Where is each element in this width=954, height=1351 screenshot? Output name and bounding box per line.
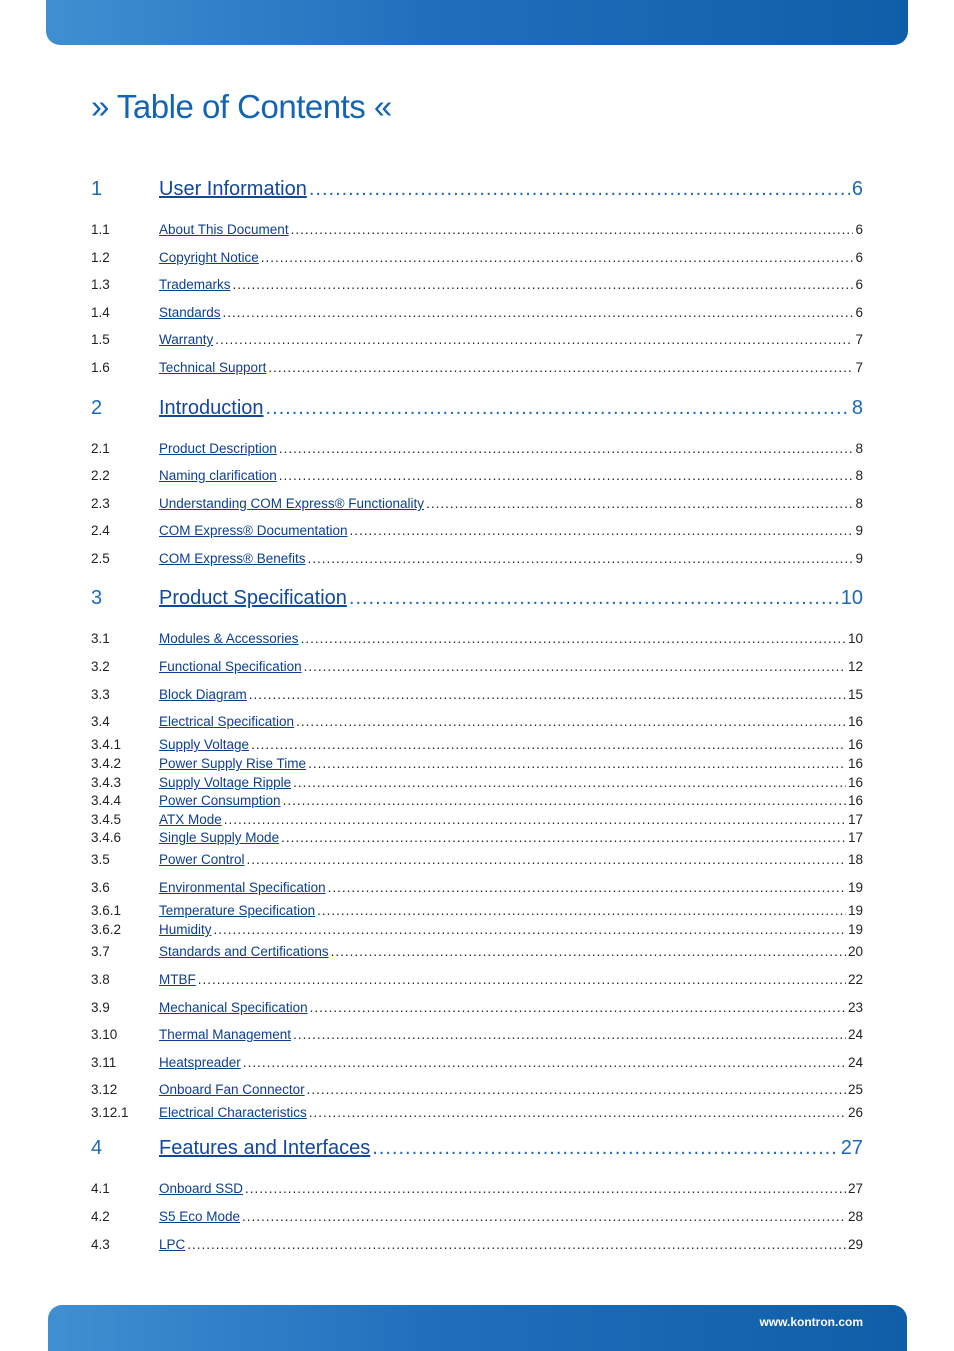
- toc-leader-dots: [372, 1137, 839, 1160]
- toc-leader-dots: [317, 903, 846, 918]
- toc-entry-number: 3.4.2: [91, 756, 122, 771]
- toc-entry-link[interactable]: Functional Specification: [159, 659, 302, 674]
- toc-entry[interactable]: [91, 250, 863, 265]
- toc-leader-dots: [349, 587, 839, 610]
- toc-entry-number: 3.12: [91, 1082, 118, 1097]
- toc-entry-page[interactable]: 16: [847, 756, 863, 771]
- toc-entry-link[interactable]: Electrical Characteristics: [159, 1105, 307, 1120]
- toc-entry-page[interactable]: 24: [847, 1027, 863, 1042]
- toc-entry-number: 1.5: [91, 332, 110, 347]
- toc-entry[interactable]: [91, 441, 863, 456]
- toc-leader-dots: [223, 305, 854, 320]
- toc-entry[interactable]: [91, 1209, 863, 1224]
- toc-entry-page[interactable]: 16: [847, 793, 863, 808]
- toc-entry-page[interactable]: 10: [847, 631, 863, 646]
- header-bar: [46, 0, 908, 45]
- toc-entry-page[interactable]: 17: [847, 830, 863, 845]
- toc-leader-dots: [198, 972, 846, 987]
- toc-entry[interactable]: [91, 222, 863, 237]
- toc-entry-link[interactable]: Mechanical Specification: [159, 1000, 308, 1015]
- page-title: » Table of Contents «: [91, 88, 392, 125]
- toc-leader-dots: [301, 631, 846, 646]
- toc-entry-link[interactable]: Introduction: [159, 397, 264, 419]
- toc-leader-dots: [296, 714, 846, 729]
- toc-entry[interactable]: [91, 714, 863, 729]
- toc-entry-link[interactable]: Environmental Specification: [159, 880, 326, 895]
- toc-entry-link[interactable]: Naming clarification: [159, 468, 277, 483]
- toc-entry-page[interactable]: 29: [847, 1237, 863, 1252]
- toc-entry[interactable]: [91, 397, 863, 420]
- toc-entry[interactable]: [91, 1105, 863, 1120]
- toc-leader-dots: [233, 277, 854, 292]
- toc-entry-number: 3.4.3: [91, 775, 122, 790]
- toc-entry-link[interactable]: Block Diagram: [159, 687, 247, 702]
- toc-entry[interactable]: [91, 1082, 863, 1097]
- toc-entry-number: 2.4: [91, 523, 110, 538]
- toc-entry-page[interactable]: 8: [855, 441, 863, 456]
- toc-entry[interactable]: [91, 903, 863, 918]
- toc-entry-link[interactable]: ATX Mode: [159, 812, 222, 827]
- toc-entry-link[interactable]: Features and Interfaces: [159, 1137, 371, 1159]
- toc-entry-link[interactable]: Humidity: [159, 922, 212, 937]
- toc-leader-dots: [350, 523, 854, 538]
- toc-entry-page[interactable]: 9: [855, 551, 863, 566]
- toc-leader-dots: [331, 944, 846, 959]
- toc-leader-dots: [308, 756, 846, 771]
- toc-entry[interactable]: [91, 830, 863, 845]
- toc-entry-link[interactable]: Understanding COM Express® Functionality: [159, 496, 425, 511]
- toc-entry-number: 2.2: [91, 468, 110, 483]
- toc-entry[interactable]: [91, 737, 863, 752]
- toc-leader-dots: [426, 496, 853, 511]
- toc-entry-page[interactable]: 7: [855, 332, 863, 347]
- toc-entry-link[interactable]: Onboard Fan Connector: [159, 1082, 305, 1097]
- toc-entry[interactable]: [91, 852, 863, 867]
- toc-entry-number: 3.3: [91, 687, 110, 702]
- toc-entry-number: 3.5: [91, 852, 110, 867]
- toc-entry[interactable]: [91, 812, 863, 827]
- toc-entry-link[interactable]: COM Express® Benefits: [159, 551, 306, 566]
- toc-entry[interactable]: [91, 1137, 863, 1160]
- toc-entry-link[interactable]: Power Control: [159, 852, 245, 867]
- toc-entry-page[interactable]: 6: [855, 305, 863, 320]
- toc-leader-dots: [187, 1237, 846, 1252]
- toc-entry-link[interactable]: Copyright Notice: [159, 250, 259, 265]
- toc-entry-link[interactable]: Standards: [159, 305, 221, 320]
- toc-entry-page[interactable]: 10: [840, 587, 863, 609]
- toc-entry-page[interactable]: 9: [855, 523, 863, 538]
- toc-leader-dots: [309, 1105, 846, 1120]
- toc-entry-link[interactable]: LPC: [159, 1237, 186, 1252]
- toc-leader-dots: [247, 852, 846, 867]
- footer-bar: [48, 1305, 907, 1351]
- toc-entry-link[interactable]: Product Description: [159, 441, 277, 456]
- toc-entry[interactable]: [91, 277, 863, 292]
- toc-entry[interactable]: [91, 332, 863, 347]
- toc-entry-link[interactable]: MTBF: [159, 972, 196, 987]
- toc-entry-page[interactable]: 6: [855, 222, 863, 237]
- toc-entry-link[interactable]: Supply Voltage Ripple: [159, 775, 292, 790]
- toc-entry[interactable]: [91, 468, 863, 483]
- toc-entry-number: 1: [91, 178, 103, 200]
- toc-entry-number: 2.5: [91, 551, 110, 566]
- toc-entry-page[interactable]: 17: [847, 812, 863, 827]
- toc-entry[interactable]: [91, 922, 863, 937]
- toc-entry-page[interactable]: 8: [855, 496, 863, 511]
- toc-entry-number: 1.2: [91, 250, 110, 265]
- toc-entry[interactable]: [91, 496, 863, 511]
- toc-leader-dots: [291, 222, 854, 237]
- toc-entry-number: 3.11: [91, 1055, 117, 1070]
- toc-entry-number: 2.3: [91, 496, 110, 511]
- toc-entry[interactable]: [91, 523, 863, 538]
- toc-entry[interactable]: [91, 1237, 863, 1252]
- toc-entry-number: 1.1: [91, 222, 110, 237]
- toc-entry-page[interactable]: 27: [840, 1137, 863, 1159]
- toc-entry-link[interactable]: User Information: [159, 178, 307, 200]
- toc-leader-dots: [309, 178, 850, 201]
- toc-entry[interactable]: [91, 775, 863, 790]
- toc-entry[interactable]: [91, 1000, 863, 1015]
- toc-entry-link[interactable]: Power Consumption: [159, 793, 281, 808]
- footer-url[interactable]: www.kontron.com: [759, 1315, 863, 1329]
- toc-leader-dots: [266, 397, 850, 420]
- toc-entry[interactable]: [91, 631, 863, 646]
- toc-leader-dots: [268, 360, 853, 375]
- toc-entry-page[interactable]: 19: [847, 880, 863, 895]
- toc-leader-dots: [310, 1000, 846, 1015]
- toc-entry-number: 2: [91, 397, 103, 419]
- toc-entry[interactable]: [91, 756, 863, 771]
- toc-entry-link[interactable]: Supply Voltage: [159, 737, 250, 752]
- toc-entry[interactable]: [91, 587, 863, 610]
- toc-entry-number: 2.1: [91, 441, 110, 456]
- toc-entry-number: 4.2: [91, 1209, 110, 1224]
- toc-entry[interactable]: [91, 1055, 863, 1070]
- toc-entry-page[interactable]: 19: [847, 922, 863, 937]
- toc-entry-number: 3.4.1: [91, 737, 122, 752]
- toc-entry-number: 1.6: [91, 360, 110, 375]
- toc-entry-number: 3.4.5: [91, 812, 122, 827]
- toc-entry-page[interactable]: 6: [855, 250, 863, 265]
- toc-entry-page[interactable]: 12: [847, 659, 863, 674]
- toc-entry-link[interactable]: Power Supply Rise Time: [159, 756, 307, 771]
- toc-entry-page[interactable]: 27: [847, 1181, 863, 1196]
- toc-entry-link[interactable]: Temperature Specification: [159, 903, 316, 918]
- toc-entry[interactable]: [91, 659, 863, 674]
- toc-entry-link[interactable]: Warranty: [159, 332, 214, 347]
- toc-entry-page[interactable]: 26: [847, 1105, 863, 1120]
- toc-entry-number: 4.1: [91, 1181, 110, 1196]
- toc-leader-dots: [245, 1181, 846, 1196]
- toc-entry-number: 1.3: [91, 277, 110, 292]
- toc-entry[interactable]: [91, 944, 863, 959]
- toc-entry-page[interactable]: 8: [855, 468, 863, 483]
- toc-entry-number: 3.1: [91, 631, 110, 646]
- toc-entry-link[interactable]: Standards and Certifications: [159, 944, 329, 959]
- toc-leader-dots: [307, 1082, 846, 1097]
- toc-entry-number: 3.2: [91, 659, 110, 674]
- toc-entry[interactable]: [91, 1181, 863, 1196]
- toc-entry-page[interactable]: 24: [847, 1055, 863, 1070]
- toc-entry-number: 3.12.1: [91, 1105, 129, 1120]
- toc-entry-page[interactable]: 8: [851, 397, 863, 419]
- toc-entry-link[interactable]: Heatspreader: [159, 1055, 241, 1070]
- toc-entry-number: 3.10: [91, 1027, 118, 1042]
- toc-entry-page[interactable]: 23: [847, 1000, 863, 1015]
- toc-entry-number: 3: [91, 587, 103, 609]
- toc-leader-dots: [328, 880, 846, 895]
- toc-entry-page[interactable]: 28: [847, 1209, 863, 1224]
- toc-entry-page[interactable]: 6: [851, 178, 863, 200]
- toc-entry[interactable]: [91, 972, 863, 987]
- toc-leader-dots: [308, 551, 854, 566]
- toc-entry-link[interactable]: About This Document: [159, 222, 289, 237]
- toc-entry-page[interactable]: 16: [847, 737, 863, 752]
- toc-leader-dots: [242, 1209, 846, 1224]
- toc-leader-dots: [293, 1027, 846, 1042]
- toc-entry-number: 3.8: [91, 972, 110, 987]
- toc-leader-dots: [279, 441, 854, 456]
- toc-entry[interactable]: [91, 880, 863, 895]
- toc-entry[interactable]: [91, 1027, 863, 1042]
- toc-leader-dots: [224, 812, 846, 827]
- toc-entry-number: 3.4.6: [91, 830, 122, 845]
- toc-entry-page[interactable]: 6: [855, 277, 863, 292]
- toc-leader-dots: [261, 250, 854, 265]
- toc-entry-number: 4.3: [91, 1237, 110, 1252]
- toc-leader-dots: [251, 737, 846, 752]
- toc-entry[interactable]: [91, 360, 863, 375]
- toc-entry-link[interactable]: Onboard SSD: [159, 1181, 244, 1196]
- toc-leader-dots: [304, 659, 846, 674]
- toc-entry-link[interactable]: Electrical Specification: [159, 714, 295, 729]
- toc-entry-page[interactable]: 7: [855, 360, 863, 375]
- toc-entry[interactable]: [91, 687, 863, 702]
- toc-entry-page[interactable]: 20: [847, 944, 863, 959]
- toc-entry-link[interactable]: Modules & Accessories: [159, 631, 299, 646]
- toc-entry-link[interactable]: S5 Eco Mode: [159, 1209, 241, 1224]
- toc-entry-number: 4: [91, 1137, 103, 1159]
- toc-leader-dots: [243, 1055, 846, 1070]
- toc-entry-page[interactable]: 22: [847, 972, 863, 987]
- toc-entry-number: 3.6: [91, 880, 110, 895]
- toc-entry-page[interactable]: 19: [847, 903, 863, 918]
- toc-entry-page[interactable]: 25: [847, 1082, 863, 1097]
- toc-leader-dots: [293, 775, 846, 790]
- toc-entry[interactable]: [91, 178, 863, 201]
- toc-entry-page[interactable]: 18: [847, 852, 863, 867]
- toc-entry-number: 3.6.1: [91, 903, 122, 918]
- toc-entry-page[interactable]: 16: [847, 775, 863, 790]
- toc-entry[interactable]: [91, 793, 863, 808]
- toc-entry[interactable]: [91, 305, 863, 320]
- toc-leader-dots: [214, 922, 846, 937]
- toc-entry-link[interactable]: Product Specification: [159, 587, 347, 609]
- toc-entry-number: 3.7: [91, 944, 110, 959]
- toc-entry-page[interactable]: 15: [847, 687, 863, 702]
- toc-entry-number: 3.4: [91, 714, 110, 729]
- toc-leader-dots: [215, 332, 853, 347]
- toc-leader-dots: [279, 468, 854, 483]
- toc-entry-link[interactable]: COM Express® Documentation: [159, 523, 348, 538]
- toc-entry-number: 1.4: [91, 305, 110, 320]
- toc-entry-page[interactable]: 16: [847, 714, 863, 729]
- toc-entry-number: 3.4.4: [91, 793, 122, 808]
- toc-entry-number: 3.9: [91, 1000, 110, 1015]
- toc-entry-link[interactable]: Thermal Management: [159, 1027, 292, 1042]
- toc-entry[interactable]: [91, 551, 863, 566]
- toc-entry-link[interactable]: Trademarks: [159, 277, 231, 292]
- toc-leader-dots: [281, 830, 846, 845]
- toc-entry-number: 3.6.2: [91, 922, 122, 937]
- toc-leader-dots: [283, 793, 846, 808]
- toc-entry-link[interactable]: Single Supply Mode: [159, 830, 280, 845]
- toc-leader-dots: [249, 687, 846, 702]
- toc-entry-link[interactable]: Technical Support: [159, 360, 267, 375]
